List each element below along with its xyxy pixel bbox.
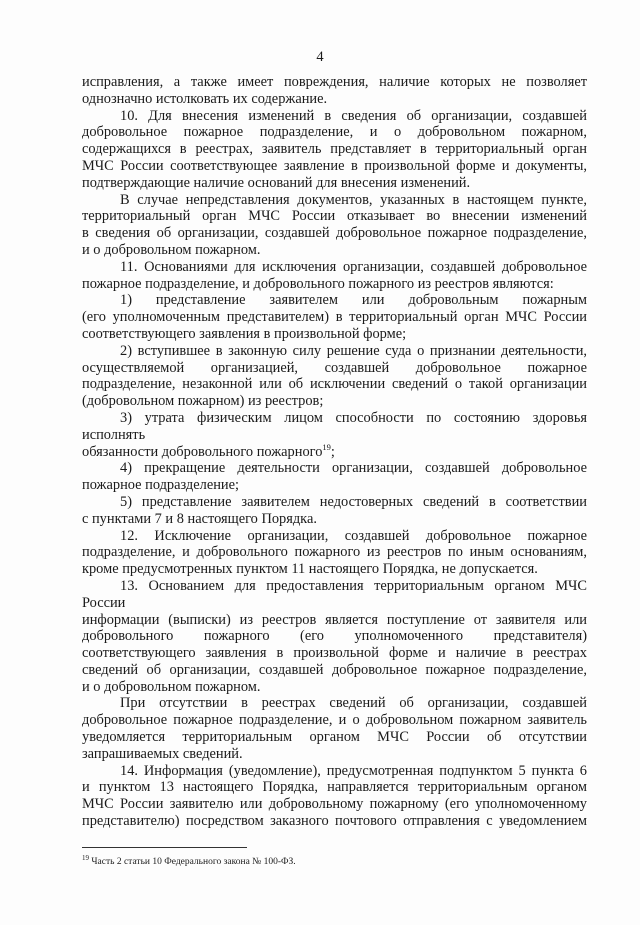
line-text: соответствующего заявления в произвольной форме; [82, 325, 407, 342]
line-text: добровольное пожарное подразделение, и о добровольном пожарном, [82, 124, 587, 141]
paragraph-line [82, 612, 587, 629]
paragraph-line [82, 662, 587, 679]
line-text: информации (выписки) из реестров является поступление от заявителя или [82, 611, 587, 628]
line-text: 13. Основанием для предоставления территориальным органом МЧС России [82, 577, 587, 611]
paragraph-line [82, 477, 587, 494]
line-text: подразделение, и добровольного пожарного из реестров по иным основаниям, [82, 544, 587, 561]
line-text: и о добровольном пожарном. [82, 678, 261, 695]
footnote-reference: 19 [322, 441, 331, 452]
paragraph-line [82, 292, 587, 309]
paragraph-line [82, 376, 587, 393]
paragraph-line [82, 813, 587, 830]
line-text: и о добровольном пожарном. [82, 241, 261, 258]
paragraph-line [82, 208, 587, 225]
line-text: представителю) посредством заказного почтового отправления с уведомлением [82, 813, 587, 830]
paragraph-line [82, 796, 587, 813]
line-text: МЧС России соответствующее заявление в произвольной форме и документы, [82, 157, 587, 174]
paragraph-line [82, 628, 587, 645]
line-text: подразделение, незаконной или об исключении сведений о такой организации [82, 376, 587, 393]
line-text: 10. Для внесения изменений в сведения об организации, создавшей [120, 107, 587, 124]
paragraph-line [82, 108, 587, 125]
paragraph-line [82, 763, 587, 780]
line-text: пожарное подразделение, и добровольного пожарного из реестров являются: [82, 275, 554, 292]
line-text: добровольного пожарного (его уполномоченного представителя) [82, 628, 587, 645]
line-text: обязанности добровольного пожарного [82, 443, 323, 460]
paragraph-line [82, 225, 587, 242]
paragraph-line [82, 124, 587, 141]
paragraph-line [82, 441, 587, 461]
paragraph-line [82, 175, 587, 192]
line-text: сведений об организации, создавшей добровольное пожарное подразделение, [82, 661, 587, 678]
paragraph-line [82, 729, 587, 746]
line-text: 1) представление заявителем или добровольным пожарным [120, 292, 587, 309]
paragraph-line [82, 192, 587, 209]
paragraph-line [82, 326, 587, 343]
paragraph-line [82, 561, 587, 578]
line-text: добровольное пожарное подразделение, и о добровольном пожарном заявитель [82, 712, 587, 729]
paragraph-line [82, 712, 587, 729]
line-text: содержащихся в реестрах, заявитель представляет в территориальный орган [82, 141, 587, 158]
paragraph-line [82, 460, 587, 477]
paragraph-line [82, 511, 587, 528]
paragraph-line [82, 393, 587, 410]
line-text: территориальный орган МЧС России отказывает во внесении изменений [82, 208, 587, 225]
line-text: с пунктами 7 и 8 настоящего Порядка. [82, 510, 317, 527]
line-text: однозначно истолковать их содержание. [82, 90, 328, 107]
line-text: 11. Основаниями для исключения организации, создавшей добровольное [120, 258, 587, 275]
line-text: подтверждающие наличие оснований для внесения изменений. [82, 174, 471, 191]
footnote-marker: 19 [82, 853, 89, 862]
line-text: 5) представление заявителем недостоверных сведений в соответствии [120, 493, 587, 510]
line-text: МЧС России заявителю или добровольному пожарному (его уполномоченному [82, 796, 587, 813]
line-text: исправления, а также имеет повреждения, наличие которых не позволяет [82, 74, 587, 90]
paragraph-line [82, 528, 587, 545]
paragraph-line [82, 259, 587, 276]
line-text: запрашиваемых сведений. [82, 745, 243, 762]
line-text: При отсутствии в реестрах сведений об организации, создавшей [120, 695, 587, 712]
line-text: 14. Информация (уведомление), предусмотренная подпунктом 5 пункта 6 [120, 762, 587, 779]
paragraph-line [82, 360, 587, 377]
line-text: кроме предусмотренных пунктом 11 настоящего Порядка, не допускается. [82, 561, 538, 578]
paragraph-line [82, 779, 587, 796]
paragraph-line [82, 695, 587, 712]
document-body [82, 74, 587, 830]
line-text: 4) прекращение деятельности организации, создавшей добровольное [120, 460, 587, 477]
paragraph-line [82, 242, 587, 259]
line-text: в сведения об организации, создавшей добровольное пожарное подразделение, [82, 225, 587, 242]
line-text: соответствующего заявления в произвольной форме и наличие в реестрах [82, 645, 587, 662]
paragraph-line [82, 74, 587, 91]
line-text: и пунктом 13 настоящего Порядка, направляется территориальным органом [82, 779, 587, 796]
paragraph-line [82, 679, 587, 696]
footnote-text: Часть 2 статьи 10 Федерального закона № 100-ФЗ. [89, 857, 296, 867]
page-number: 4 [316, 49, 324, 65]
paragraph-line [82, 343, 587, 360]
paragraph-line [82, 494, 587, 511]
line-text: пожарное подразделение; [82, 477, 239, 494]
paragraph-line [82, 309, 587, 326]
line-text: 12. Исключение организации, создавшей добровольное пожарное [120, 527, 587, 544]
paragraph-line [82, 158, 587, 175]
line-text: В случае непредставления документов, указанных в настоящем пункте, [120, 191, 587, 208]
paragraph-line [82, 544, 587, 561]
paragraph-line [82, 91, 587, 108]
line-tail: ; [330, 443, 335, 460]
paragraph-line [82, 410, 587, 444]
line-text: (добровольном пожарном) из реестров; [82, 393, 324, 410]
footnote-divider [82, 847, 247, 848]
paragraph-line [82, 578, 587, 612]
line-text: уведомляется территориальным органом МЧС России об отсутствии [82, 729, 587, 746]
paragraph-line [82, 141, 587, 158]
line-text: (его уполномоченным представителем) в территориальный орган МЧС России [82, 309, 587, 326]
line-text: осуществляемой организацией, создавшей добровольное пожарное [82, 359, 587, 376]
line-text: 3) утрата физическим лицом способности по состоянию здоровья исполнять [82, 409, 587, 443]
line-text: 2) вступившее в законную силу решение суда о признании деятельности, [120, 342, 587, 359]
paragraph-line [82, 276, 587, 293]
paragraph-line [82, 746, 587, 763]
paragraph-line [82, 645, 587, 662]
footnote [82, 853, 587, 868]
